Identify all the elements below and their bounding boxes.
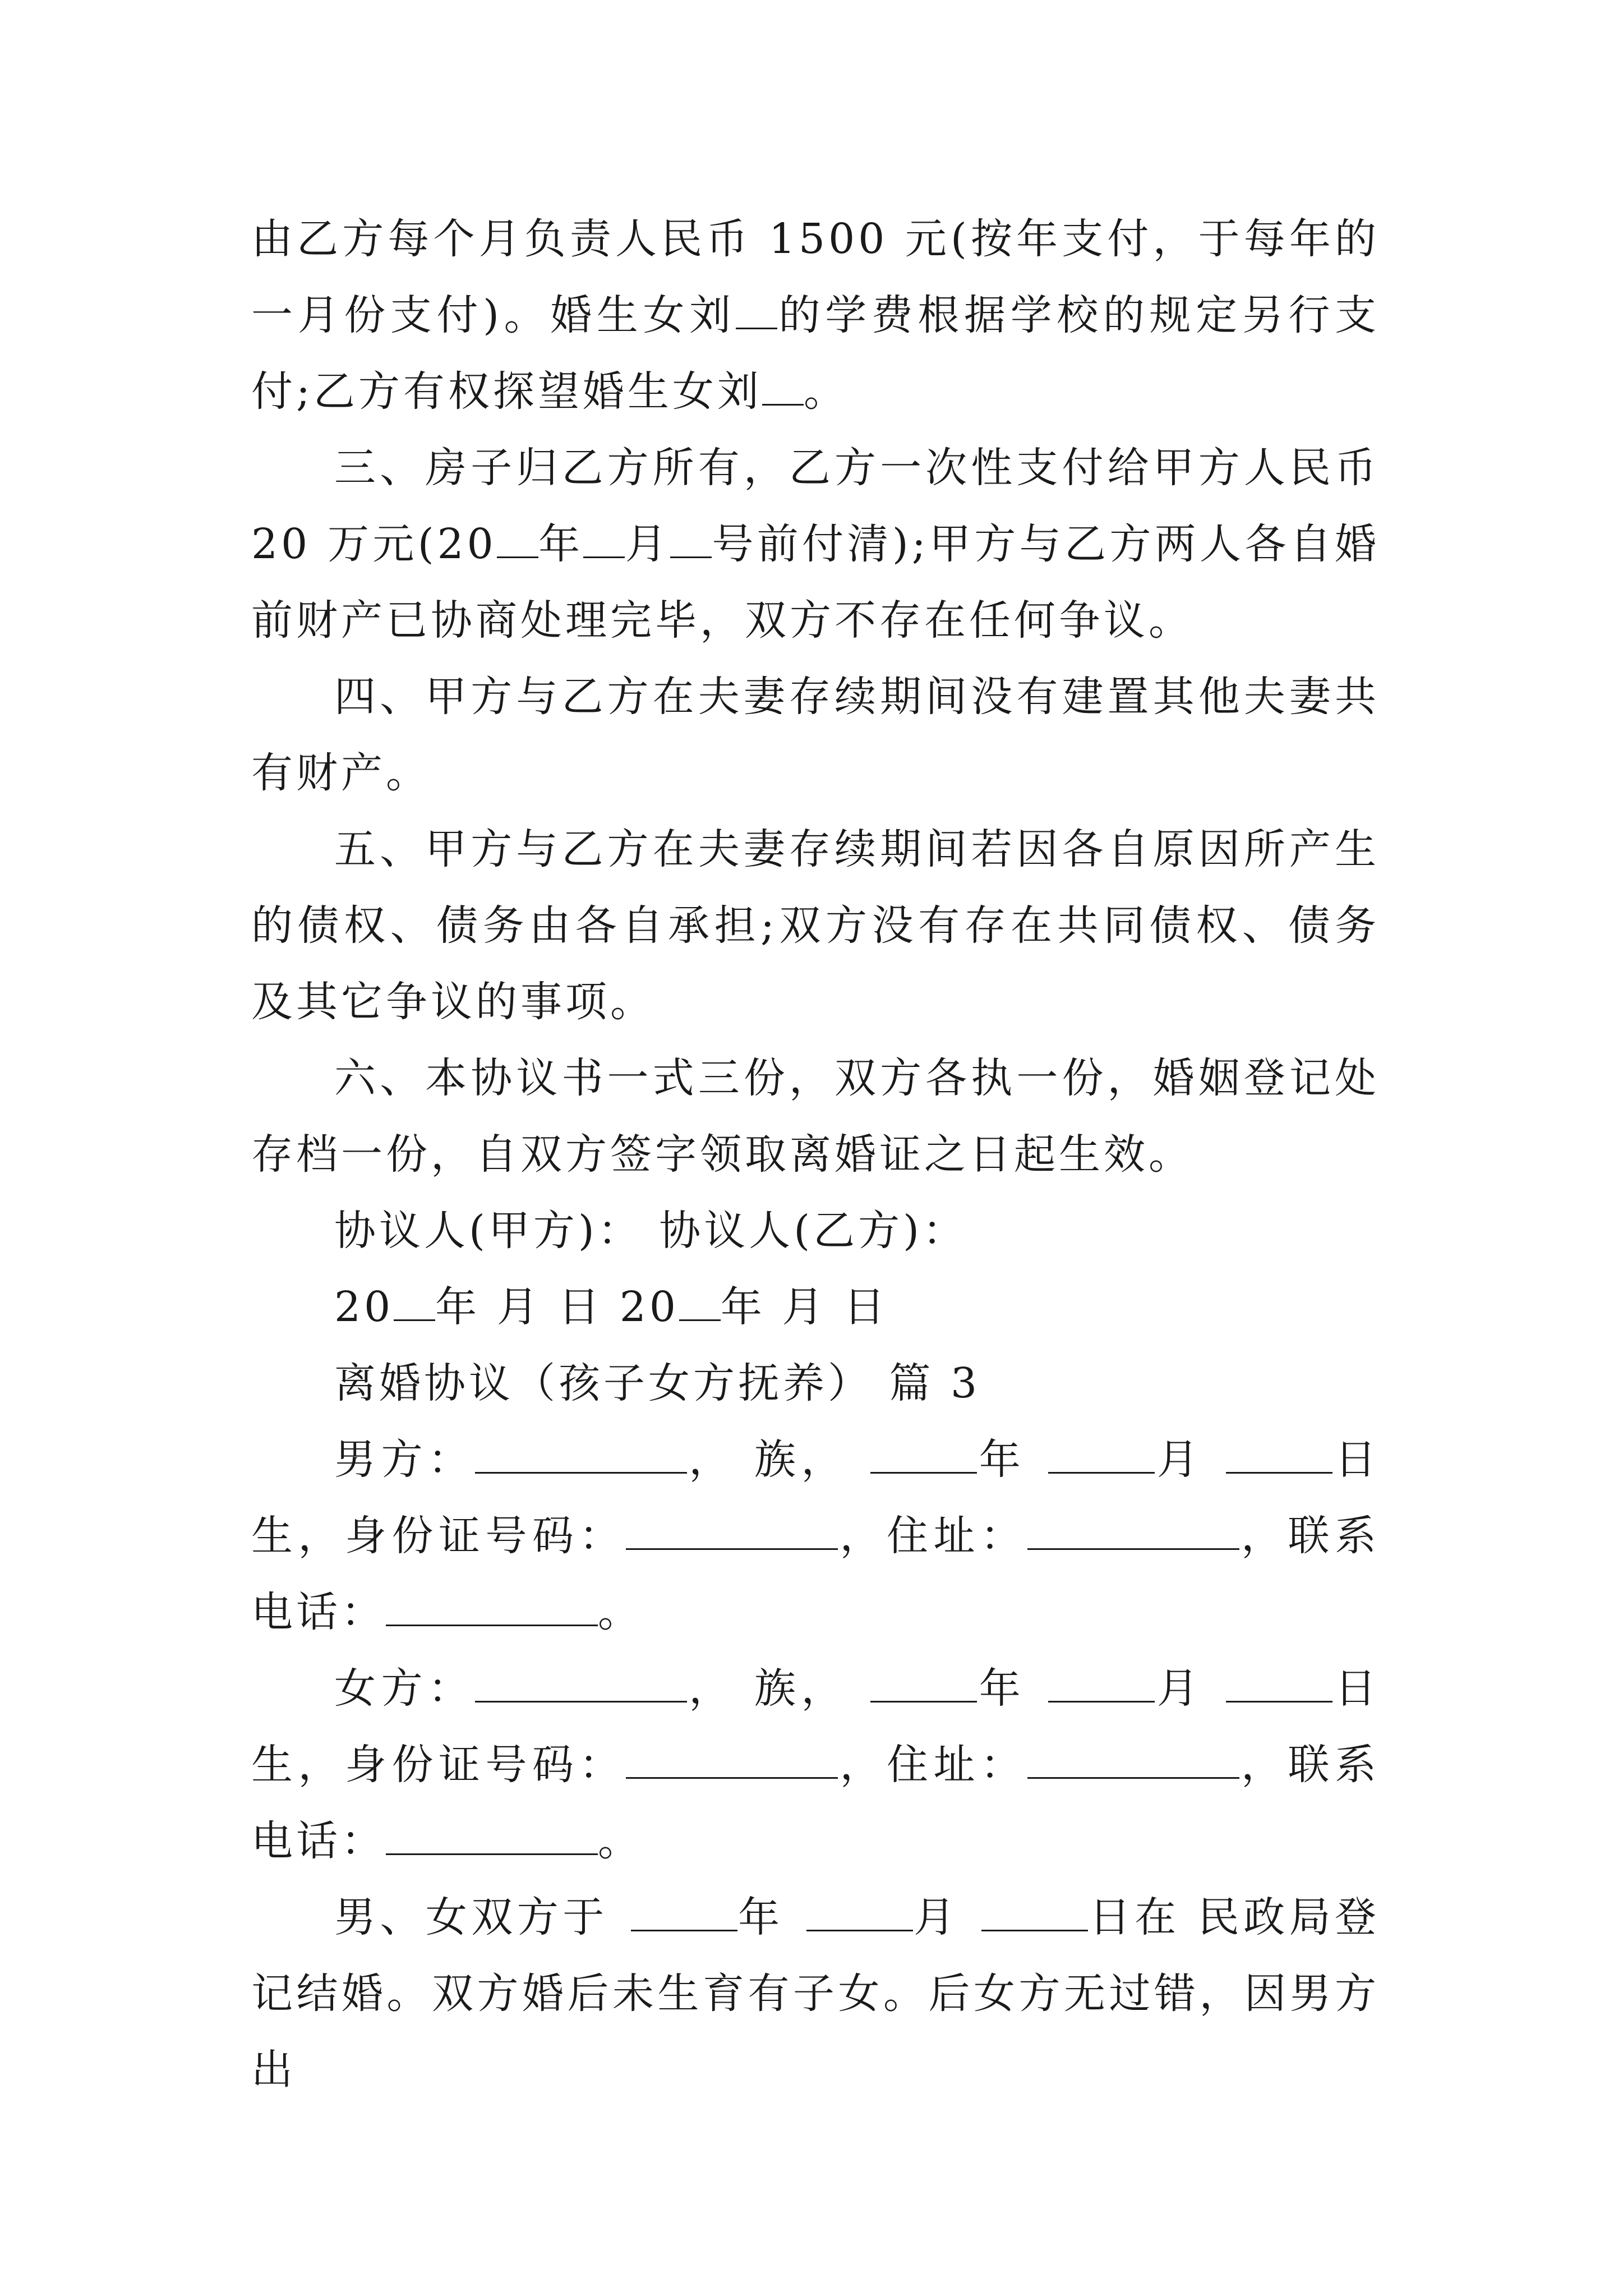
- month-blank: [1048, 1441, 1155, 1474]
- month-blank: [806, 1898, 913, 1931]
- year-blank: [870, 1441, 977, 1474]
- clause-3-house: [251, 430, 1380, 659]
- blank-underline: [670, 525, 712, 558]
- name-blank: [475, 1441, 687, 1474]
- id-label: 日生，身份证号码：: [251, 1435, 1380, 1560]
- date-text: 年 月 日: [720, 1283, 888, 1331]
- day-blank: [1226, 1669, 1332, 1703]
- blank-underline: [762, 372, 804, 406]
- month-word: 月: [625, 520, 671, 568]
- year-word: 年: [977, 1664, 1026, 1713]
- month-word: 月: [1155, 1664, 1204, 1713]
- clause-5-debts: 五、甲方与乙方在夫妻存续期间若因各自原因所产生的债权、债务由各自承担;双方没有存在共同债权、债务及其它争议的事项。: [251, 825, 1380, 1026]
- marriage-registration: [251, 1879, 1380, 2108]
- day-blank: [981, 1898, 1088, 1931]
- document-body: [251, 201, 1380, 2108]
- id-blank: [626, 1517, 838, 1550]
- year-word: 年: [737, 1893, 784, 1941]
- tuition-text: 的学费根据学校的规定另行支付;乙方有权探望婚生女刘: [251, 291, 1380, 416]
- address-label: ，住址：: [838, 1741, 1027, 1789]
- date-text: 年 月 日 20: [435, 1283, 679, 1331]
- phone-blank: [386, 1822, 598, 1855]
- month-word: 月: [912, 1893, 960, 1941]
- period: 。: [598, 1817, 643, 1865]
- female-party-info: [251, 1650, 1380, 1879]
- period: 。: [598, 1588, 643, 1636]
- year-blank: [870, 1669, 977, 1703]
- address-label: ，住址：: [838, 1512, 1027, 1560]
- phone-label: ，联系电话：: [251, 1741, 1380, 1865]
- phone-blank: [386, 1593, 598, 1626]
- blank-underline: [497, 525, 538, 558]
- id-label: 日生，身份证号码：: [251, 1664, 1380, 1789]
- male-label: 男方：: [334, 1435, 475, 1484]
- blank-underline: [583, 525, 625, 558]
- house-text: 三、房子归乙方所有，乙方一次性支付给甲方人民币 20 万元(20: [251, 444, 1380, 568]
- signature-line: 协议人(甲方)： 协议人(乙方)：: [334, 1207, 968, 1255]
- marriage-text: 男、女双方于: [334, 1893, 608, 1941]
- date-text: 20: [334, 1283, 394, 1331]
- child-support-text: 由乙方每个月负责人民币 1500 元(按年支付，于每年的一月份支付)。婚生女刘: [251, 215, 1380, 339]
- marriage-text-end: 日在 民政局登记结婚。双方婚后未生育有子女。后女方无过错，因男方出: [251, 1893, 1380, 2094]
- year-word: 年: [977, 1435, 1026, 1484]
- male-party-info: [251, 1421, 1380, 1650]
- paragraph-child-support: [251, 201, 1380, 430]
- name-blank: [475, 1669, 687, 1703]
- year-blank: [631, 1898, 737, 1931]
- clause-6-copies: 六、本协议书一式三份，双方各执一份，婚姻登记处存档一份，自双方签字领取离婚证之日起生效。: [251, 1054, 1380, 1179]
- ethnicity-text: ， 族，: [686, 1664, 849, 1713]
- address-blank: [1027, 1517, 1239, 1550]
- ethnicity-text: ， 族，: [686, 1435, 849, 1484]
- clause-4-property: 四、甲方与乙方在夫妻存续期间没有建置其他夫妻共有财产。: [251, 673, 1380, 797]
- period: 。: [803, 367, 849, 416]
- blank-underline: [736, 296, 777, 329]
- day-blank: [1226, 1441, 1332, 1474]
- address-blank: [1027, 1746, 1239, 1779]
- phone-label: ，联系电话：: [251, 1512, 1380, 1636]
- month-word: 月: [1155, 1435, 1204, 1484]
- year-word: 年: [538, 520, 584, 568]
- section-title: 离婚协议（孩子女方抚养） 篇 3: [334, 1359, 981, 1407]
- female-label: 女方：: [334, 1664, 475, 1713]
- blank-underline: [679, 1288, 721, 1321]
- month-blank: [1048, 1669, 1155, 1703]
- house-text-end: 号前付清);甲方与乙方两人各自婚前财产已协商处理完毕，双方不存在任何争议。: [251, 520, 1380, 645]
- id-blank: [626, 1746, 838, 1779]
- date-line: [251, 1269, 1380, 1345]
- blank-underline: [394, 1288, 435, 1321]
